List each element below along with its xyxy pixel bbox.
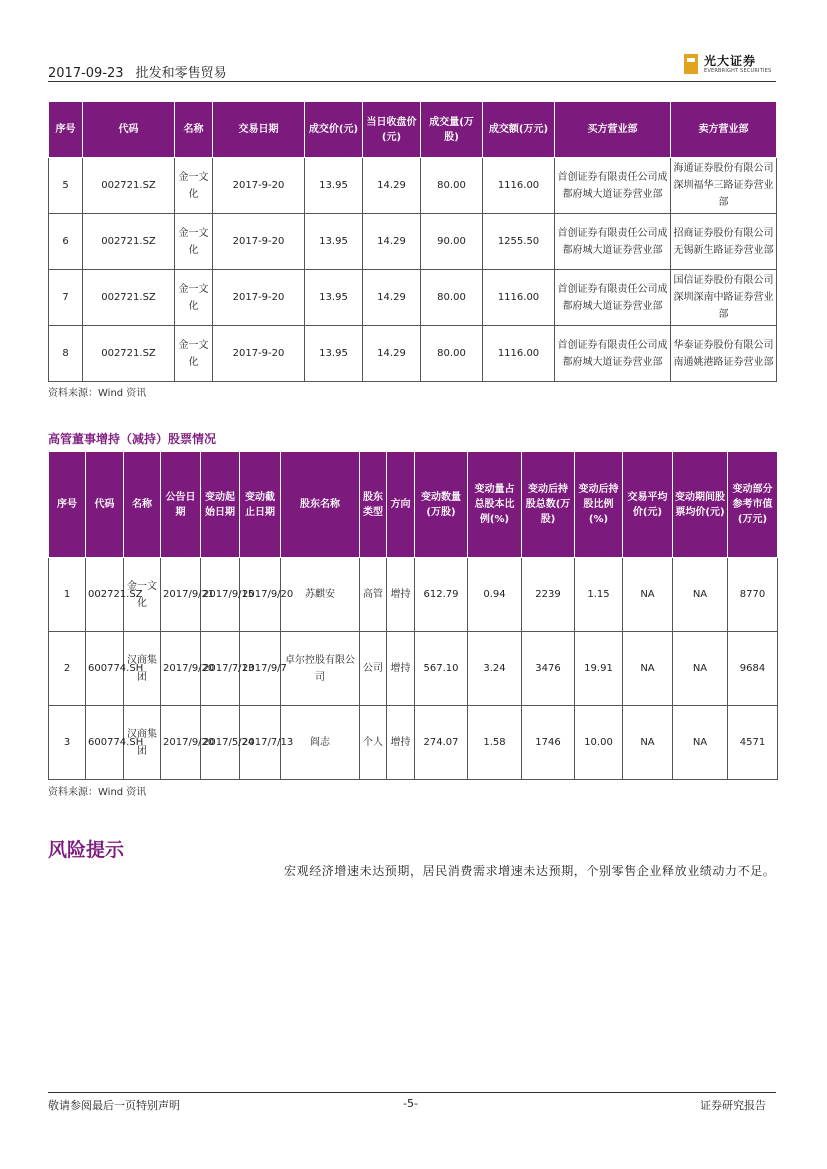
table-cell: 首创证券有限责任公司成都府城大道证券营业部 (555, 326, 671, 382)
table-cell: 1746 (522, 706, 575, 780)
table-cell: 高管 (360, 558, 387, 632)
table-cell: 7 (49, 270, 83, 326)
t1-header-cell: 买方营业部 (555, 102, 671, 158)
table-cell: 金一文化 (175, 326, 213, 382)
table-cell: 2239 (522, 558, 575, 632)
table-cell: 3 (49, 706, 86, 780)
table-cell: 13.95 (305, 270, 363, 326)
footer-disclaimer: 敬请参阅最后一页特别声明 (48, 1099, 180, 1112)
t2-header-cell: 变动起始日期 (201, 452, 240, 558)
t1-header-cell: 当日收盘价(元) (363, 102, 421, 158)
table-cell: 10.00 (575, 706, 623, 780)
t2-header-cell: 变动截止日期 (240, 452, 281, 558)
table-cell: 19.91 (575, 632, 623, 706)
table-cell: 002721.SZ (83, 270, 175, 326)
page-number: -5- (403, 1097, 418, 1110)
t2-header-cell: 变动后持股总数(万股) (522, 452, 575, 558)
table-cell: 招商证券股份有限公司无锡新生路证券营业部 (671, 214, 777, 270)
table-cell: 2017-9-20 (213, 158, 305, 214)
insider-trade-table (48, 451, 778, 780)
table-cell: 1116.00 (483, 326, 555, 382)
table-cell: 8 (49, 326, 83, 382)
t2-header-cell: 变动期间股票均价(元) (673, 452, 728, 558)
table-cell: 567.10 (415, 632, 468, 706)
table-row (49, 632, 778, 706)
t1-header-cell: 成交价(元) (305, 102, 363, 158)
table-cell: 阎志 (281, 706, 360, 780)
table-cell: 金一文化 (175, 214, 213, 270)
table-cell: 增持 (387, 632, 415, 706)
t1-header-cell: 交易日期 (213, 102, 305, 158)
t2-header-cell: 股东类型 (360, 452, 387, 558)
t2-header-cell: 方向 (387, 452, 415, 558)
table-cell: 2017/9/15 (201, 558, 240, 632)
t1-header-cell: 成交量(万股) (421, 102, 483, 158)
table-cell: 增持 (387, 706, 415, 780)
table-cell: 1.15 (575, 558, 623, 632)
table-cell: 2017-9-20 (213, 326, 305, 382)
table-cell: 600774.SH (86, 706, 124, 780)
table-cell: 80.00 (421, 326, 483, 382)
table-cell: 4571 (728, 706, 778, 780)
table-cell: 国信证券股份有限公司深圳深南中路证券营业部 (671, 270, 777, 326)
table-cell: 汉商集团 (124, 632, 161, 706)
table-cell: 华泰证券股份有限公司南通姚港路证券营业部 (671, 326, 777, 382)
table-cell: 2 (49, 632, 86, 706)
table-cell: NA (623, 632, 673, 706)
report-date: 2017-09-23 (48, 66, 124, 81)
table-cell: 首创证券有限责任公司成都府城大道证券营业部 (555, 214, 671, 270)
table-cell: 13.95 (305, 326, 363, 382)
table-cell: 2017/7/13 (240, 706, 281, 780)
table-row (49, 706, 778, 780)
table-cell: 002721.SZ (86, 558, 124, 632)
table-cell: 增持 (387, 558, 415, 632)
t2-header-cell: 变动量占总股本比例(%) (468, 452, 522, 558)
table-cell: 公司 (360, 632, 387, 706)
table-cell: 002721.SZ (83, 214, 175, 270)
industry-name: 批发和零售贸易 (135, 66, 227, 81)
report-header (48, 62, 227, 81)
table-cell: NA (673, 632, 728, 706)
table-cell: 个人 (360, 706, 387, 780)
table-cell: NA (673, 706, 728, 780)
t2-header-cell: 序号 (49, 452, 86, 558)
table-cell: 首创证券有限责任公司成都府城大道证券营业部 (555, 270, 671, 326)
table2-source: 资料来源：Wind 资讯 (48, 787, 147, 798)
table-row (49, 558, 778, 632)
risk-title: 风险提示 (48, 839, 125, 861)
table-cell: 002721.SZ (83, 158, 175, 214)
table-cell: 2017/9/20 (161, 632, 201, 706)
table-cell: 首创证券有限责任公司成都府城大道证券营业部 (555, 158, 671, 214)
table-row (49, 214, 777, 270)
table-cell: 8770 (728, 558, 778, 632)
section-title: 高管董事增持（减持）股票情况 (48, 432, 217, 446)
table-cell: 2017/9/20 (161, 706, 201, 780)
table1-source: 资料来源：Wind 资讯 (48, 388, 147, 399)
table-cell: 90.00 (421, 214, 483, 270)
table-cell: 1.58 (468, 706, 522, 780)
table-cell: 2017-9-20 (213, 270, 305, 326)
header-rule (48, 81, 776, 82)
table-cell: NA (623, 558, 673, 632)
table-row (49, 326, 777, 382)
table-cell: NA (623, 706, 673, 780)
logo-text: 光大证券 (704, 54, 757, 68)
table-row (49, 158, 777, 214)
logo-icon (684, 54, 698, 74)
table-cell: 2017/5/24 (201, 706, 240, 780)
t2-header-cell: 变动数量(万股) (415, 452, 468, 558)
table-cell: 14.29 (363, 326, 421, 382)
t2-header-cell: 变动部分参考市值(万元) (728, 452, 778, 558)
table-cell: 2017/9/21 (161, 558, 201, 632)
table-cell: 274.07 (415, 706, 468, 780)
table-cell: NA (673, 558, 728, 632)
table-cell: 金一文化 (175, 158, 213, 214)
t1-header-cell: 代码 (83, 102, 175, 158)
logo-subtext: EVERBRIGHT SECURITIES (704, 68, 772, 74)
table-row (49, 270, 777, 326)
t2-header-cell: 代码 (86, 452, 124, 558)
block-trade-table (48, 101, 777, 382)
table-cell: 金一文化 (124, 558, 161, 632)
table-cell: 1116.00 (483, 270, 555, 326)
table-cell: 80.00 (421, 158, 483, 214)
table-cell: 苏麒安 (281, 558, 360, 632)
table-cell: 612.79 (415, 558, 468, 632)
table-cell: 1255.50 (483, 214, 555, 270)
table-cell: 14.29 (363, 158, 421, 214)
table-cell: 卓尔控股有限公司 (281, 632, 360, 706)
table-cell: 5 (49, 158, 83, 214)
table-cell: 3476 (522, 632, 575, 706)
t2-header-cell: 变动后持股比例(%) (575, 452, 623, 558)
table-cell: 14.29 (363, 214, 421, 270)
table-cell: 6 (49, 214, 83, 270)
table-cell: 1 (49, 558, 86, 632)
table-cell: 1116.00 (483, 158, 555, 214)
t2-header-cell: 交易平均价(元) (623, 452, 673, 558)
t1-header-cell: 名称 (175, 102, 213, 158)
table-cell: 13.95 (305, 158, 363, 214)
table-cell: 2017/7/13 (201, 632, 240, 706)
footer-rule (48, 1092, 776, 1093)
table-cell: 9684 (728, 632, 778, 706)
t2-header-cell: 名称 (124, 452, 161, 558)
company-logo (684, 52, 779, 78)
table-cell: 80.00 (421, 270, 483, 326)
table-cell: 0.94 (468, 558, 522, 632)
risk-text: 宏观经济增速未达预期，居民消费需求增速未达预期，个别零售企业释放业绩动力不足。 (284, 864, 776, 878)
table-cell: 600774.SH (86, 632, 124, 706)
t2-header-cell: 公告日期 (161, 452, 201, 558)
t2-header-cell: 股东名称 (281, 452, 360, 558)
table-cell: 002721.SZ (83, 326, 175, 382)
table-cell: 金一文化 (175, 270, 213, 326)
table-cell: 13.95 (305, 214, 363, 270)
table-cell: 14.29 (363, 270, 421, 326)
table-cell: 2017-9-20 (213, 214, 305, 270)
t1-header-cell: 成交额(万元) (483, 102, 555, 158)
table-cell: 2017/9/7 (240, 632, 281, 706)
table-cell: 海通证券股份有限公司深圳福华三路证券营业部 (671, 158, 777, 214)
t1-header-cell: 卖方营业部 (671, 102, 777, 158)
t1-header-cell: 序号 (49, 102, 83, 158)
table-cell: 3.24 (468, 632, 522, 706)
table-cell: 汉商集团 (124, 706, 161, 780)
footer-report-type: 证券研究报告 (700, 1099, 766, 1112)
table-cell: 2017/9/20 (240, 558, 281, 632)
